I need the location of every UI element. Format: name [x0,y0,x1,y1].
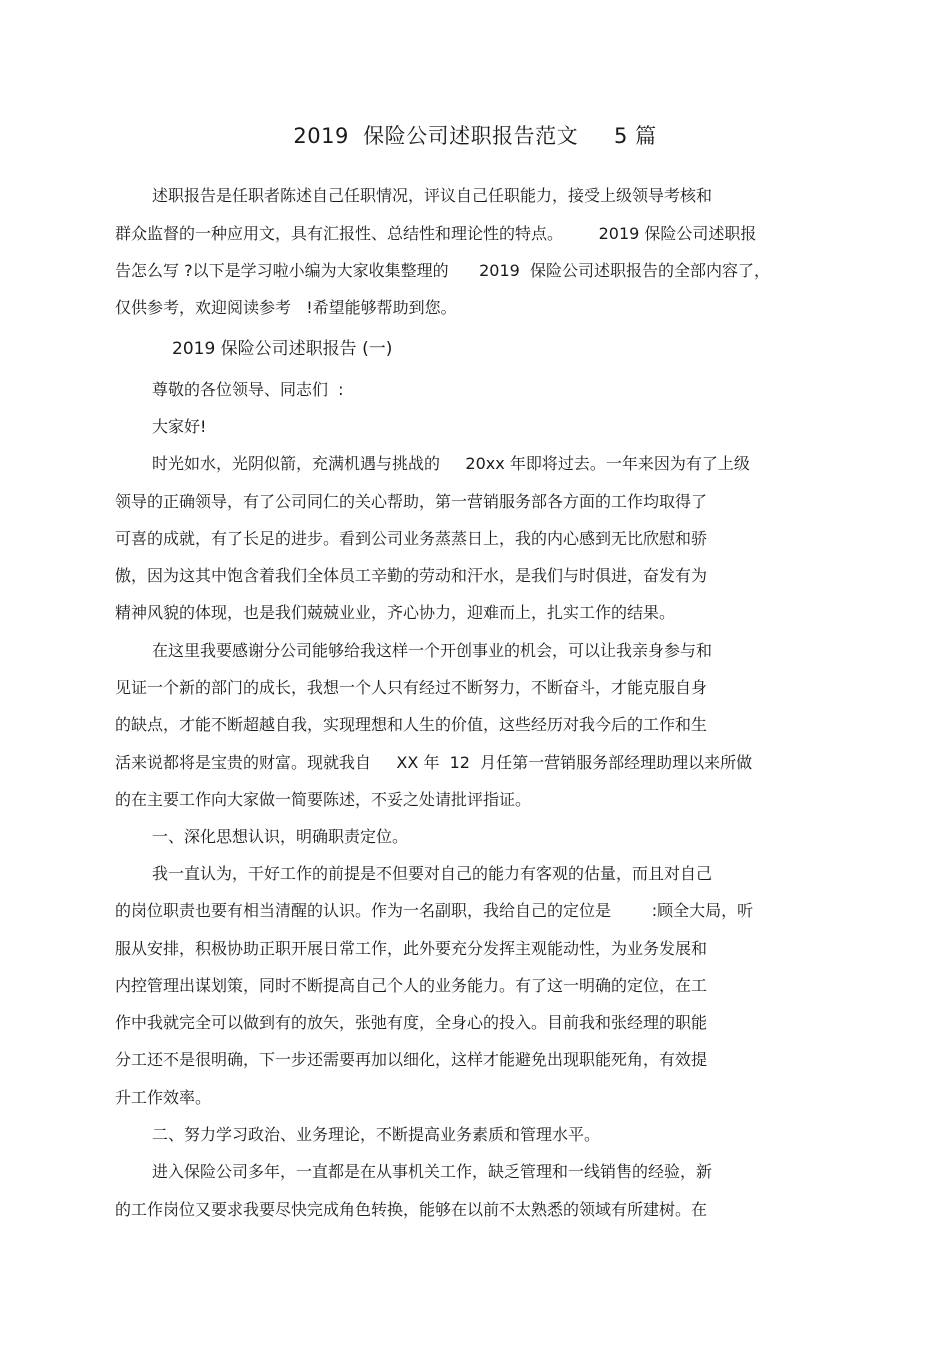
paragraph-line: 傲，因为这其中饱含着我们全体员工辛勤的劳动和汗水，是我们与时俱进，奋发有为 [115,566,708,585]
paragraph-line: 可喜的成就，有了长足的进步。看到公司业务蒸蒸日上，我的内心感到无比欣慰和骄 [115,529,708,548]
paragraph-line: 见证一个新的部门的成长，我想一个人只有经过不断努力，不断奋斗，才能克服自身 [115,678,708,697]
paragraph-line: 进入保险公司多年，一直都是在从事机关工作，缺乏管理和一线销售的经验，新 [152,1162,713,1181]
paragraph-line: 的工作岗位又要求我要尽快完成角色转换，能够在以前不太熟悉的领域有所建树。在 [115,1200,708,1219]
paragraph-line: 分工还不是很明确，下一步还需要再加以细化，这样才能避免出现职能死角，有效提 [115,1050,708,1069]
paragraph-line: 述职报告是任职者陈述自己任职情况，评议自己任职能力，接受上级领导考核和 [152,186,713,205]
paragraph-line: 群众监督的一种应用文，具有汇报性、总结性和理论性的特点。 2019 保险公司述职报 [115,224,757,243]
greeting: 大家好! [152,417,207,436]
paragraph-line: 领导的正确领导，有了公司同仁的关心帮助，第一营销服务部各方面的工作均取得了 [115,492,708,511]
paragraph-line: 的在主要工作向大家做一简要陈述，不妥之处请批评指证。 [115,790,532,809]
paragraph-line: 活来说都将是宝贵的财富。现就我自 XX 年 12 月任第一营销服务部经理助理以来所做 [115,753,753,772]
section-heading: 二、努力学习政治、业务理论，不断提高业务素质和管理水平。 [152,1125,601,1144]
paragraph-line: 内控管理出谋划策，同时不断提高自己个人的业务能力。有了这一明确的定位，在工 [115,976,708,995]
paragraph-line: 精神风貌的体现，也是我们兢兢业业，齐心协力，迎难而上，扎实工作的结果。 [115,603,676,622]
paragraph-line: 的岗位职责也要有相当清醒的认识。作为一名副职，我给自己的定位是 :顾全大局，听 [115,901,754,920]
paragraph-line: 我一直认为，干好工作的前提是不但要对自己的能力有客观的估量，而且对自己 [152,864,713,883]
paragraph-line: 作中我就完全可以做到有的放矢，张弛有度，全身心的投入。目前我和张经理的职能 [115,1013,708,1032]
section-heading: 一、深化思想认识，明确职责定位。 [152,827,409,846]
paragraph-line: 告怎么写 ?以下是学习啦小编为大家收集整理的 2019 保险公司述职报告的全部内容了， [115,261,770,280]
document-title: 2019 保险公司述职报告范文 5 篇 [293,124,657,148]
paragraph-line: 在这里我要感谢分公司能够给我这样一个开创事业的机会，可以让我亲身参与和 [152,641,713,660]
paragraph-line: 升工作效率。 [115,1088,212,1107]
paragraph-line: 时光如水，光阴似箭，充满机遇与挑战的 20xx 年即将过去。一年来因为有了上级 [152,454,750,473]
paragraph-line: 服从安排，积极协助正职开展日常工作，此外要充分发挥主观能动性，为业务发展和 [115,939,708,958]
paragraph-line: 的缺点，才能不断超越自我，实现理想和人生的价值，这些经历对我今后的工作和生 [115,715,708,734]
salutation: 尊敬的各位领导、同志们 : [152,380,344,399]
paragraph-line: 仅供参考，欢迎阅读参考 !希望能够帮助到您。 [115,298,457,317]
section-heading: 2019 保险公司述职报告 (一) [172,339,393,359]
